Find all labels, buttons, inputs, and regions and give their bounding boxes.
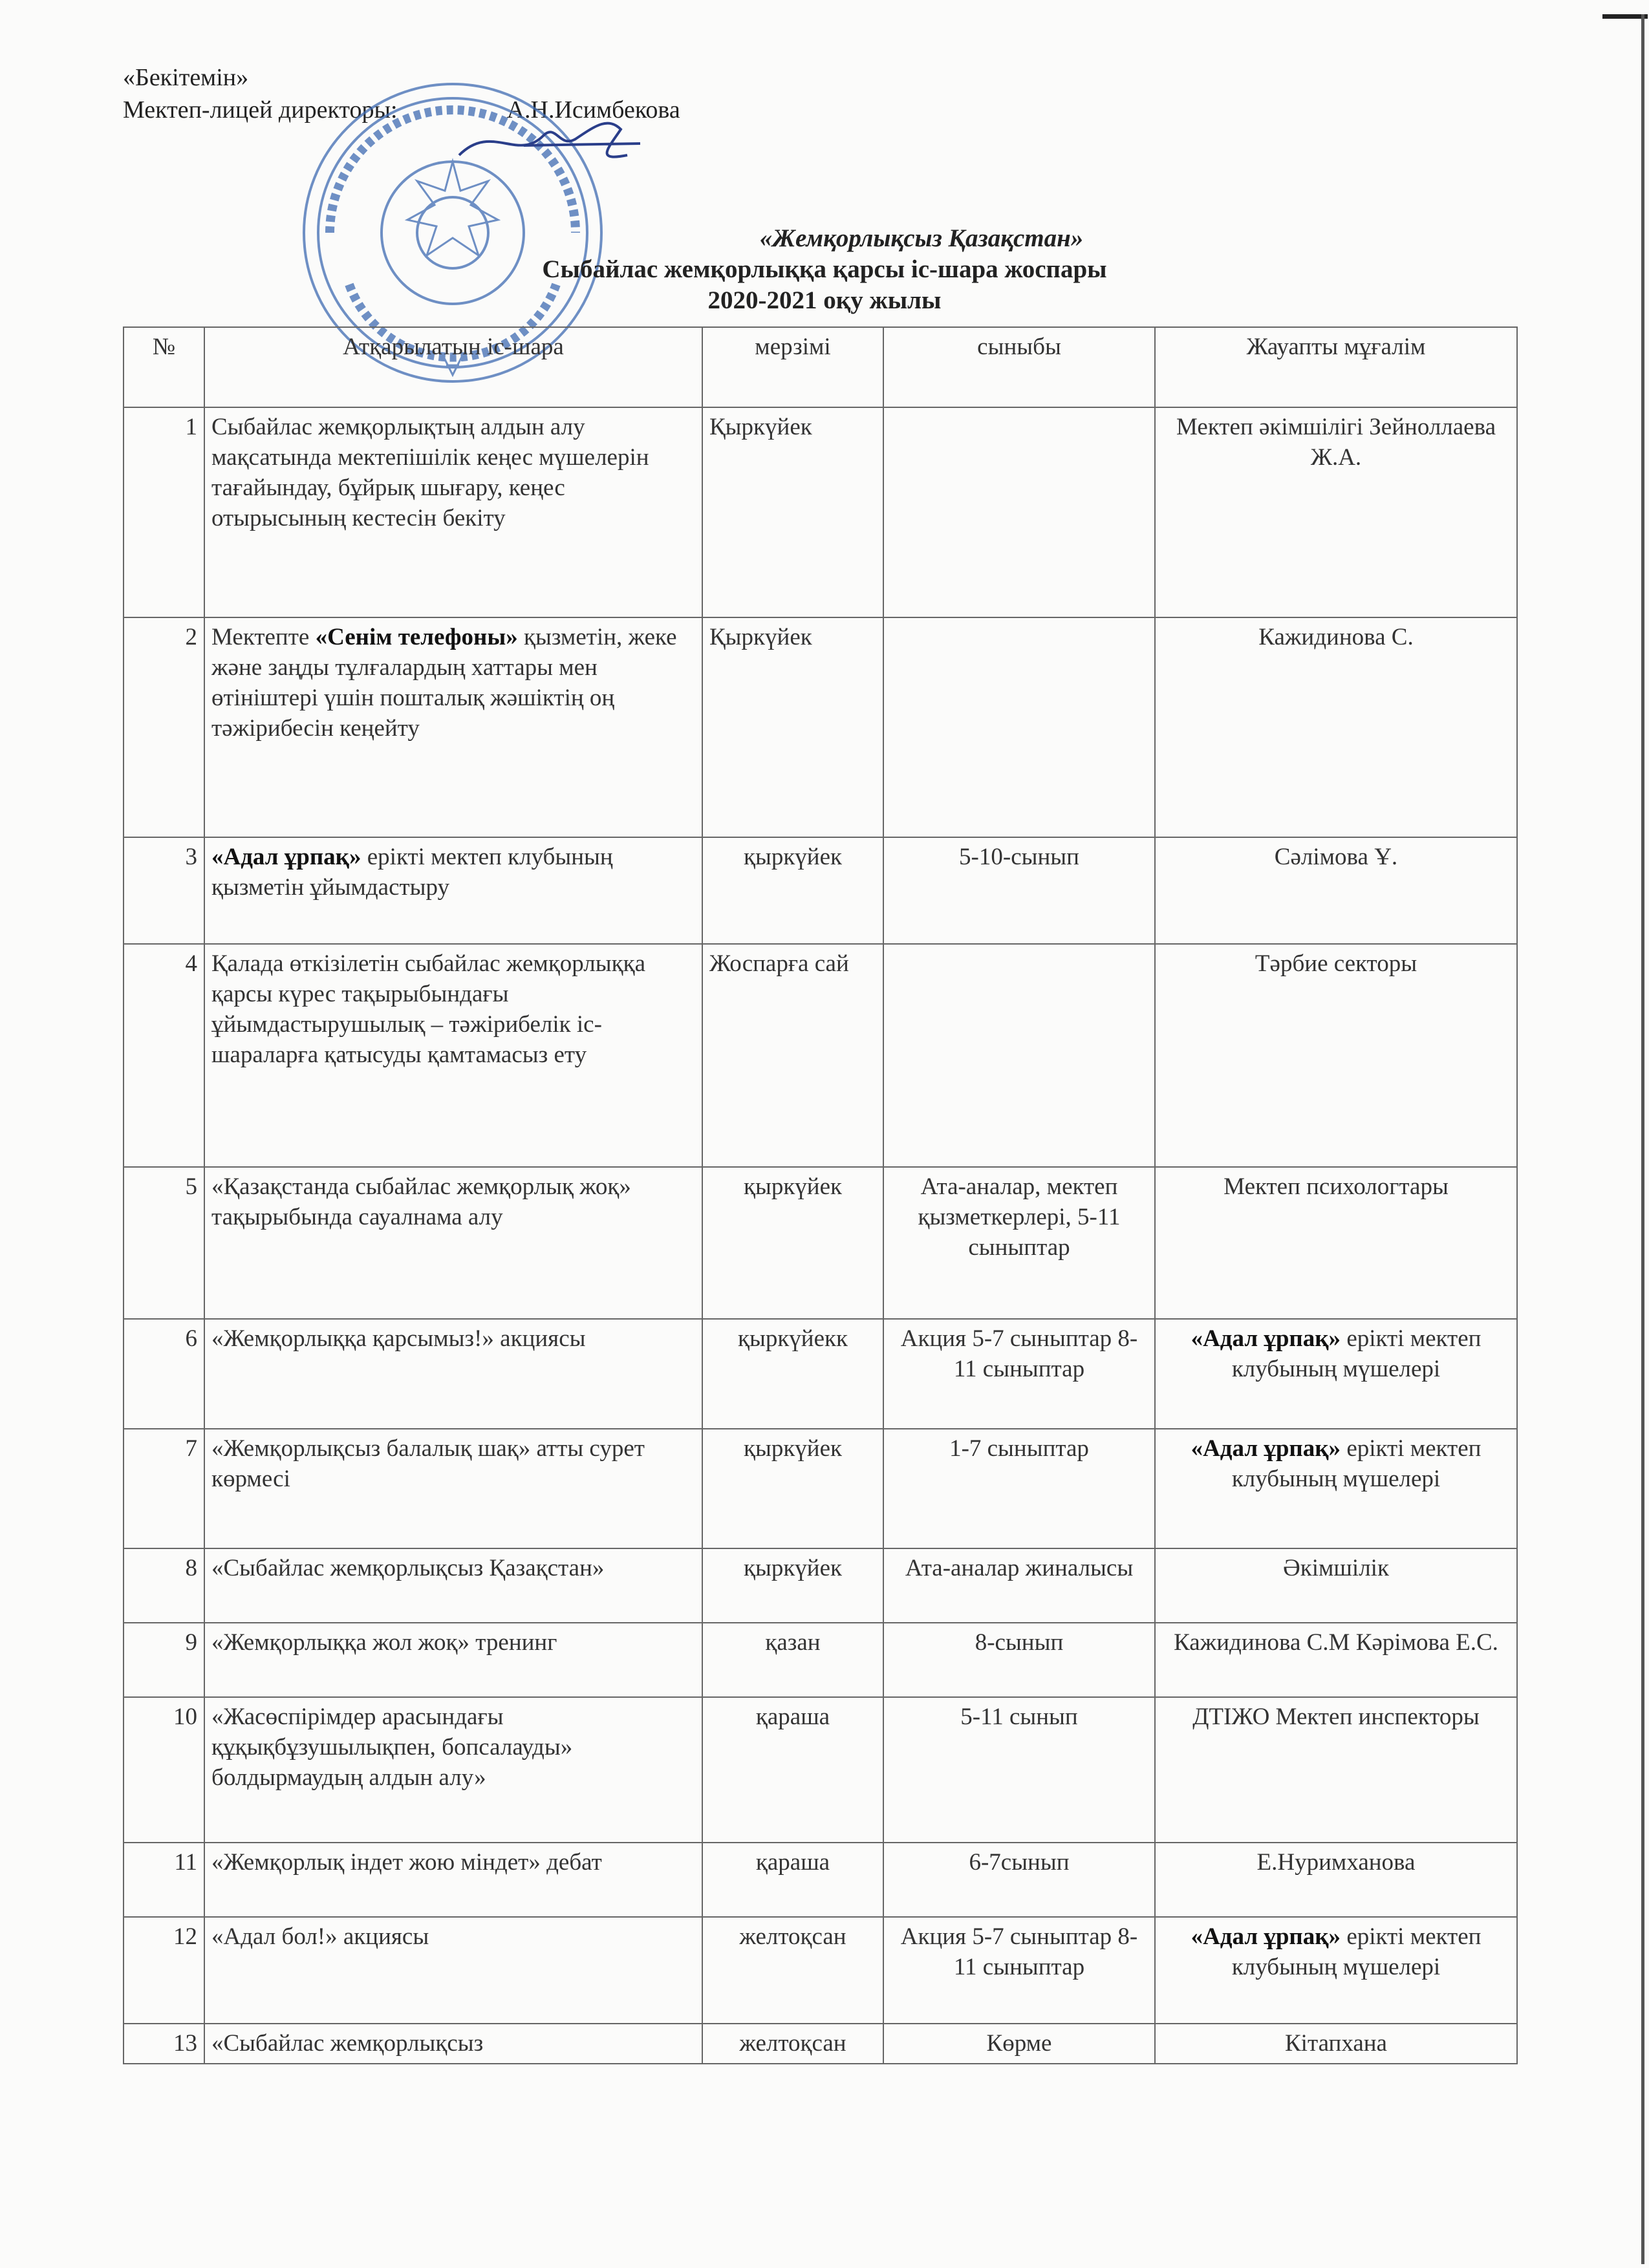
row-date: қыркүйек: [702, 1167, 883, 1319]
row-event: «Жасөспірімдер арасындағы құқықбұзушылықпен, бопсалауды» болдырмаудың алдын алу»: [204, 1697, 702, 1843]
row-event: «Жемқорлыққа қарсымыз!» акциясы: [204, 1319, 702, 1429]
resp-text-post: ерікті мектеп клубының мүшелері: [1231, 1325, 1482, 1382]
event-text-bold: «Адал ұрпақ»: [211, 844, 361, 870]
event-text-pre: Мектепте: [211, 624, 316, 650]
scan-edge-line: [1641, 14, 1644, 2264]
table-row: [124, 1429, 1517, 1548]
row-event: «Қазақстанда сыбайлас жемқорлық жоқ» тақырыбында сауалнама алу: [204, 1167, 702, 1319]
row-num: 3: [124, 837, 204, 944]
director-name: А.Н.Исимбекова: [506, 96, 680, 123]
row-date: желтоқсан: [702, 1917, 883, 2024]
row-num: 12: [124, 1917, 204, 2024]
row-responsible: Мектеп әкімшілігі Зейноллаева Ж.А.: [1155, 407, 1517, 617]
row-event: Қалада өткізілетін сыбайлас жемқорлыққа қарсы күрес тақырыбындағы ұйымдастырушылық – тәжірибелік іс-шараларға қатысуды қамтамасыз ету: [204, 944, 702, 1167]
row-date: Қыркүйек: [702, 407, 883, 617]
row-class: Көрме: [883, 2024, 1155, 2064]
row-responsible: Кітапхана: [1155, 2024, 1517, 2064]
row-num: 2: [124, 617, 204, 837]
title-line-1: «Жемқорлықсыз Қазақстан»: [759, 224, 1084, 252]
table-row: [124, 2024, 1517, 2064]
row-class: [883, 617, 1155, 837]
row-class: 5-10-сынып: [883, 837, 1155, 944]
table-row: [124, 837, 1517, 944]
table-header-row: [124, 327, 1517, 407]
row-responsible: ДТІЖО Мектеп инспекторы: [1155, 1697, 1517, 1843]
row-responsible: Әкімшілік: [1155, 1548, 1517, 1623]
row-class: 6-7сынып: [883, 1843, 1155, 1917]
table-row: [124, 1548, 1517, 1623]
row-num: 7: [124, 1429, 204, 1548]
header-num: №: [124, 327, 204, 407]
row-responsible: Кажидинова С.М Кәрімова Е.С.: [1155, 1623, 1517, 1697]
approval-title: «Бекітемін»: [123, 64, 249, 91]
header-responsible: Жауапты мұғалім: [1155, 327, 1517, 407]
row-date: қыркүйек: [702, 837, 883, 944]
row-class: Акция 5-7 сыныптар 8-11 сыныптар: [883, 1319, 1155, 1429]
row-date: қараша: [702, 1697, 883, 1843]
resp-text-bold: «Адал ұрпақ»: [1191, 1923, 1341, 1950]
row-responsible: Кажидинова С.: [1155, 617, 1517, 837]
row-class: [883, 407, 1155, 617]
row-event: «Адал бол!» акциясы: [204, 1917, 702, 2024]
table-row: [124, 1917, 1517, 2024]
row-event: [204, 617, 702, 837]
document-title: [0, 223, 1649, 316]
row-responsible: [1155, 1429, 1517, 1548]
row-date: Жоспарға сай: [702, 944, 883, 1167]
resp-text-post: ерікті мектеп клубының мүшелері: [1231, 1435, 1482, 1492]
header-event: Атқарылатын іс-шара: [204, 327, 702, 407]
table-row: [124, 617, 1517, 837]
table-row: [124, 1623, 1517, 1697]
row-num: 6: [124, 1319, 204, 1429]
table-row: [124, 1697, 1517, 1843]
row-num: 10: [124, 1697, 204, 1843]
table-row: [124, 1843, 1517, 1917]
row-responsible: Сәлімова Ұ.: [1155, 837, 1517, 944]
row-event: [204, 837, 702, 944]
row-num: 11: [124, 1843, 204, 1917]
row-responsible: Е.Нуримханова: [1155, 1843, 1517, 1917]
row-class: 5-11 сынып: [883, 1697, 1155, 1843]
event-text-bold: «Сенім телефоны»: [315, 624, 518, 650]
row-num: 4: [124, 944, 204, 1167]
row-date: Қыркүйек: [702, 617, 883, 837]
row-responsible: [1155, 1319, 1517, 1429]
row-responsible: Тәрбие секторы: [1155, 944, 1517, 1167]
row-responsible: Мектеп психологтары: [1155, 1167, 1517, 1319]
row-event: «Жемқорлық індет жою міндет» дебат: [204, 1843, 702, 1917]
row-num: 1: [124, 407, 204, 617]
row-num: 13: [124, 2024, 204, 2064]
title-line-2: Сыбайлас жемқорлыққа қарсы іс-шара жоспары: [542, 255, 1107, 283]
director-position: Мектеп-лицей директоры:: [123, 96, 398, 123]
table-row: [124, 1319, 1517, 1429]
row-class: Ата-аналар жиналысы: [883, 1548, 1155, 1623]
row-num: 9: [124, 1623, 204, 1697]
row-date: қыркүйек: [702, 1429, 883, 1548]
resp-text-bold: «Адал ұрпақ»: [1191, 1325, 1341, 1352]
table-row: [124, 1167, 1517, 1319]
event-text-post: ерікті мектеп клубының қызметін ұйымдастыру: [211, 844, 613, 901]
row-date: қыркүйек: [702, 1548, 883, 1623]
event-text-post: қызметін, жеке және заңды тұлғалардың хаттары мен өтініштері үшін пошталық жәшіктің оң тәжірибесін кеңейту: [211, 624, 677, 742]
row-event: «Жемқорлыққа жол жоқ» тренинг: [204, 1623, 702, 1697]
row-event: «Сыбайлас жемқорлықсыз: [204, 2024, 702, 2064]
header-class: сыныбы: [883, 327, 1155, 407]
row-class: [883, 944, 1155, 1167]
header-date: мерзімі: [702, 327, 883, 407]
row-num: 8: [124, 1548, 204, 1623]
row-event: «Жемқорлықсыз балалық шақ» атты сурет көрмесі: [204, 1429, 702, 1548]
table-row: [124, 944, 1517, 1167]
row-class: Акция 5-7 сыныптар 8-11 сыныптар: [883, 1917, 1155, 2024]
event-plan-table: [123, 326, 1518, 2064]
table-row: [124, 407, 1517, 617]
row-date: желтоқсан: [702, 2024, 883, 2064]
title-line-3: 2020-2021 оқу жылы: [707, 286, 942, 314]
signature-scribble: [446, 110, 653, 181]
row-event: «Сыбайлас жемқорлықсыз Қазақстан»: [204, 1548, 702, 1623]
row-date: қазан: [702, 1623, 883, 1697]
row-class: Ата-аналар, мектеп қызметкерлері, 5-11 сыныптар: [883, 1167, 1155, 1319]
row-event: Сыбайлас жемқорлықтың алдын алу мақсатында мектепішілік кеңес мүшелерін тағайындау, бұйрық шығару, кеңес отырысының кестесін бекіту: [204, 407, 702, 617]
resp-text-bold: «Адал ұрпақ»: [1191, 1435, 1341, 1462]
row-class: 1-7 сыныптар: [883, 1429, 1155, 1548]
row-num: 5: [124, 1167, 204, 1319]
row-class: 8-сынып: [883, 1623, 1155, 1697]
row-responsible: [1155, 1917, 1517, 2024]
row-date: қараша: [702, 1843, 883, 1917]
row-date: қыркүйекк: [702, 1319, 883, 1429]
resp-text-post: ерікті мектеп клубының мүшелері: [1231, 1923, 1482, 1980]
